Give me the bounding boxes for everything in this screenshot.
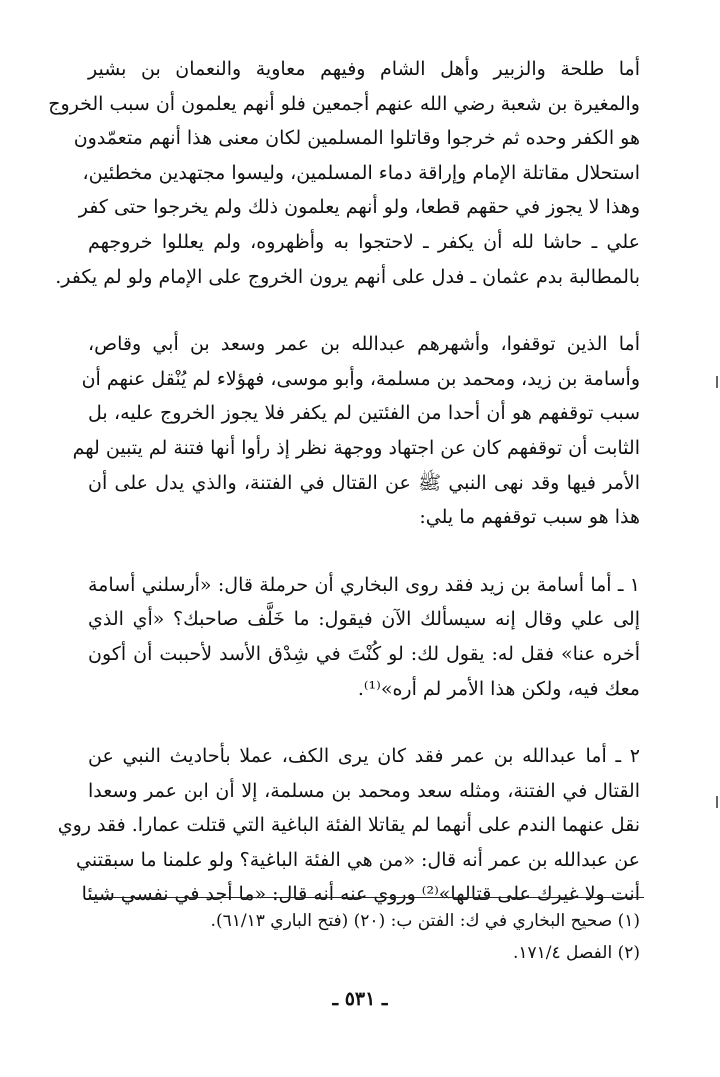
paragraph-4	[57, 739, 640, 912]
text-line: وأسامة بن زيد، ومحمد بن مسلمة، وأبو موسى، فهؤلاء لم يُنْقل عنهم أن	[81, 367, 640, 390]
text-line: ٢ ـ أما عبدالله بن عمر فقد كان يرى الكف، عملا بأحاديث النبي عن	[88, 745, 640, 768]
paragraph-gap	[88, 706, 640, 739]
paragraph-gap	[88, 535, 640, 568]
text-line: عن عبدالله بن عمر أنه قال: «من هي الفئة الباغية؟ ولو علمنا ما سبقتني	[76, 848, 640, 871]
text-line: أما الذين توقفوا، وأشهرهم عبدالله بن عمر وسعد بن أبي وقاص،	[88, 333, 640, 356]
footnote-2: (٢) الفصل ١٧١/٤.	[512, 943, 640, 963]
scan-edge-mark	[716, 376, 718, 388]
text-line: أخره عنا» فقل له: يقول لك: لو كُنْتَ في شِدْق الأسد لأحببت أن أكون	[88, 642, 640, 665]
text-line: معك فيه، ولكن هذا الأمر لم أره»⁽¹⁾.	[357, 677, 640, 700]
text-line: الثابت أن توقفهم كان عن اجتهاد ووجهة نظر إذ رأوا أنها فتنة لم يتبين لهم	[72, 436, 640, 459]
text-line: علي ـ حاشا لله أن يكفر ـ لاحتجوا به وأظهروه، ولم يعللوا خروجهم	[88, 230, 640, 253]
scan-edge-mark	[716, 796, 718, 808]
footnote-divider	[90, 897, 644, 898]
text-line: أنت ولا غيرك على قتالها»⁽²⁾ وروي عنه أنه قال: «ما أجد في نفسي شيئا	[81, 883, 640, 906]
text-line: الأمر فيها وقد نهى النبي ﷺ عن القتال في الفتنة، والذي يدل على أن	[88, 471, 640, 494]
text-line: هذا هو سبب توقفهم ما يلي:	[419, 506, 640, 529]
paragraph-3	[88, 568, 640, 706]
text-line: سبب توقفهم هو أن أحدا من الفئتين لم يكفر فلا يجوز الخروج عليه، بل	[88, 402, 640, 425]
text-line: أما طلحة والزبير وأهل الشام وفيهم معاوية والنعمان بن بشير	[88, 58, 640, 80]
paragraph-2	[72, 327, 640, 535]
footnotes	[100, 905, 640, 969]
text-line: ١ ـ أما أسامة بن زيد فقد روى البخاري أن حرملة قال: «أرسلني أسامة	[88, 573, 640, 596]
main-text	[48, 52, 640, 912]
text-line: إلى علي وقال إنه سيسألك الآن فيقول: ما خَلَّف صاحبك؟ «أي الذي	[88, 608, 640, 631]
paragraph-gap	[88, 294, 640, 327]
paragraph-1	[48, 52, 640, 294]
text-line: وهذا لا يجوز في حقهم قطعا، ولو أنهم يعلمون ذلك ولم يخرجوا حتى كفر	[78, 196, 640, 219]
text-line: هو الكفر وحده ثم خرجوا وقاتلوا المسلمين لكان معنى هذا أنهم متعمّدون	[73, 127, 640, 150]
text-line: نقل عنهما الندم على أنهما لم يقاتلا الفئة الباغية التي قتلت عمارا. فقد روي	[57, 814, 640, 837]
text-line: القتال في الفتنة، ومثله سعد ومحمد بن مسلمة، إلا أن ابن عمر وسعدا	[88, 779, 640, 802]
text-line: استحلال مقاتلة الإمام وإراقة دماء المسلمين، وليسوا مجتهدين مخطئين،	[82, 161, 640, 184]
footnote-1: (١) صحيح البخاري في ك: الفتن ب: (٢٠) (فتح الباري ٦١/١٣).	[210, 911, 640, 931]
page-number: ـ ٥٣١ ـ	[332, 988, 388, 1010]
text-line: بالمطالبة بدم عثمان ـ فدل على أنهم يرون الخروج على الإمام ولو لم يكفر.	[55, 265, 640, 288]
text-line: والمغيرة بن شعبة رضي الله عنهم أجمعين فلو أنهم يعلمون أن سبب الخروج	[48, 92, 640, 115]
